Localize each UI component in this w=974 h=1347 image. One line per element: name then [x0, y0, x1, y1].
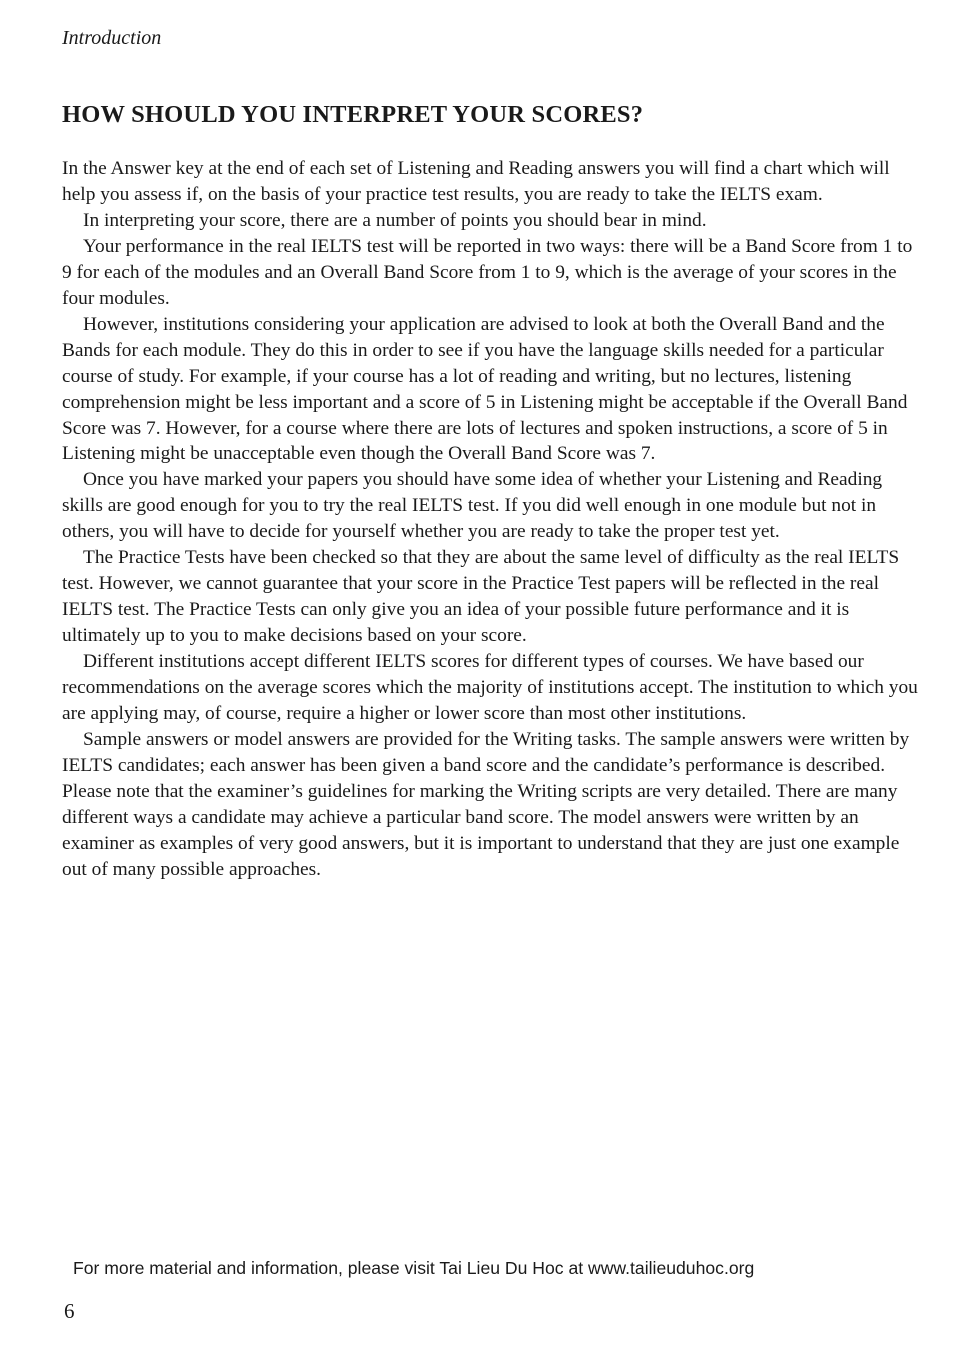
- footer-note: For more material and information, please visit Tai Lieu Du Hoc at www.tailieuduhoc.org: [73, 1258, 755, 1278]
- article-body: [62, 156, 924, 883]
- paragraph-points: In interpreting your score, there are a number of points you should bear in mind.: [83, 209, 707, 231]
- paragraph-sample-answers: Sample answers or model answers are provided for the Writing tasks. The sample answers were written by IELTS candidates; each answer has been given a band score and the candidate’s performance is described. Please note that the examiner’s guidelines for marking the Writing scripts are very detailed. There are many different ways a candidate may achieve a particular band score. The model answers were written by an examiner as examples of very good answers, but it is important to understand that they are just one example out of many possible approaches.: [62, 728, 910, 880]
- paragraph-institutions: However, institutions considering your application are advised to look at both the Overall Band and the Bands for each module. They do this in order to see if you have the language skills needed for a particular course of study. For example, if your course has a lot of reading and writing, but no lectures, listening comprehension might be less important and a score of 5 in Listening might be acceptable if the Overall Band Score was 7. However, for a course where there are lots of lectures and spoken instructions, a score of 5 in Listening might be unacceptable even though the Overall Band Score was 7.: [62, 313, 908, 465]
- paragraph-performance: Your performance in the real IELTS test will be reported in two ways: there will be a Band Score from 1 to 9 for each of the modules and an Overall Band Score from 1 to 9, which is the average of your scores in the four modules.: [62, 235, 913, 309]
- running-head: Introduction: [62, 27, 162, 49]
- paragraph-marked-papers: Once you have marked your papers you should have some idea of whether your Listening and Reading skills are good enough for you to try the real IELTS test. If you did well enough in one module but not in others, you will have to decide for yourself whether you are ready to take the proper test yet.: [62, 469, 883, 543]
- paragraph-practice-tests: The Practice Tests have been checked so that they are about the same level of difficulty as the real IELTS test. However, we cannot guarantee that your score in the Practice Test papers will be reflected in the real IELTS test. The Practice Tests can only give you an idea of your possible future performance and it is ultimately up to you to make decisions based on your score.: [62, 547, 900, 647]
- paragraph-different-institutions: Different institutions accept different IELTS scores for different types of courses. We have based our recommendations on the average scores which the majority of institutions accept. The institution to which you are applying may, of course, require a higher or lower score than most other institutions.: [62, 651, 918, 725]
- paragraph-answer-key: In the Answer key at the end of each set of Listening and Reading answers you will find a chart which will help you assess if, on the basis of your practice test results, you are ready to take the IELTS exam.: [62, 158, 890, 205]
- page-title: HOW SHOULD YOU INTERPRET YOUR SCORES?: [62, 101, 644, 128]
- page-number: 6: [64, 1299, 75, 1323]
